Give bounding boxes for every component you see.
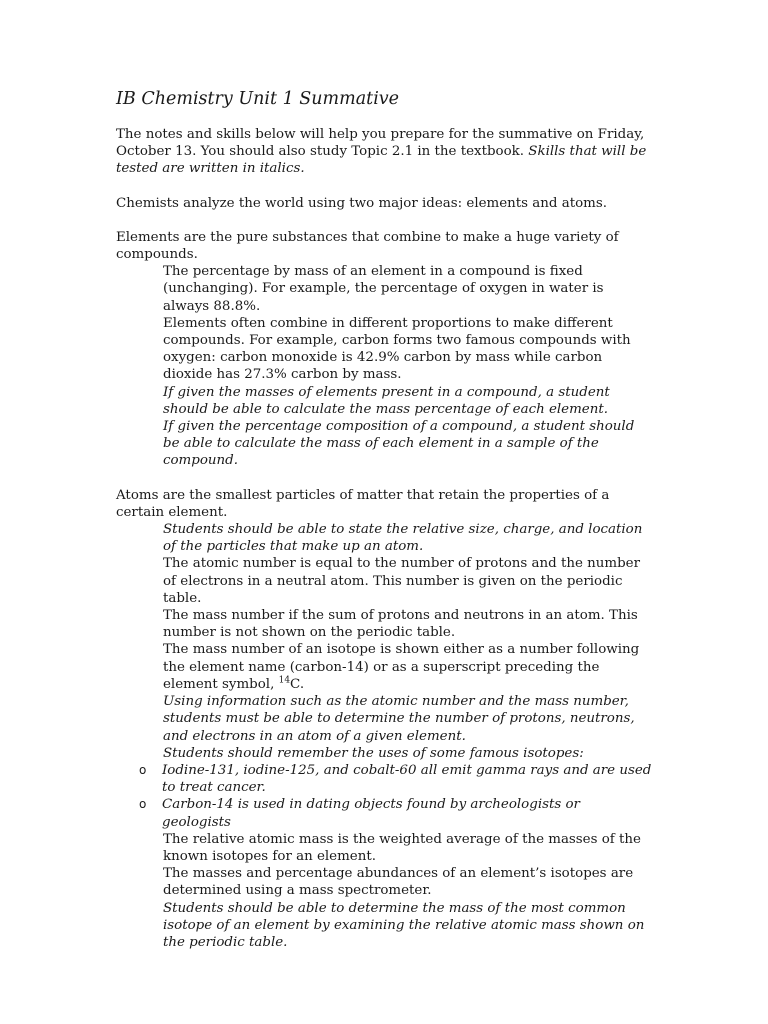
atoms-skill-counting: Using information such as the atomic number and the mass number, students must be able to determine the number of protons, neutrons, and electrons in an atom of a given element. (163, 694, 635, 744)
document-page (116, 88, 652, 951)
elements-skill-2: If given the percentage composition of a compound, a student should be able to calculate the mass of each element in a sample of the compound. (163, 419, 635, 469)
list-item (116, 762, 652, 796)
bullet-text: Carbon-14 is used in dating objects found by archeologists or geologists (162, 797, 580, 830)
bullet-marker: o (139, 797, 147, 812)
overview-paragraph: Chemists analyze the world using two major ideas: elements and atoms. (116, 195, 607, 211)
list-item (116, 796, 652, 830)
intro-text: The notes and skills below will help you prepare for the summative on Friday, October 13. You should also study Topic 2.1 in the textbook. (116, 127, 645, 160)
isotope-uses-list (116, 762, 652, 831)
atoms-skill-particles: Students should be able to state the relative size, charge, and location of the particles that make up an atom. (163, 522, 643, 555)
atoms-skill-common-isotope: Students should be able to determine the mass of the most common isotope of an element by examining the relative atomic mass shown on the periodic table. (163, 900, 645, 950)
elements-skill-1: If given the masses of elements present in a compound, a student should be able to calculate the mass percentage of each element. (163, 384, 610, 417)
atoms-lead: Atoms are the smallest particles of matter that retain the properties of a certain element. (116, 487, 610, 520)
atoms-atomic-number: The atomic number is equal to the number of protons and the number of electrons in a neutral atom. This number is given on the periodic table. (163, 556, 641, 606)
atoms-relative-atomic-mass: The relative atomic mass is the weighted average of the masses of the known isotopes for an element. (163, 831, 641, 864)
atoms-isotope-notation (116, 641, 652, 693)
elements-section (116, 229, 652, 470)
isotope-superscript: 14 (278, 675, 291, 686)
bullet-marker: o (139, 762, 147, 777)
atoms-skill-isotopes: Students should remember the uses of some famous isotopes: (163, 745, 584, 761)
elements-lead: Elements are the pure substances that combine to make a huge variety of compounds. (116, 229, 619, 263)
atoms-mass-number: The mass number if the sum of protons and neutrons in an atom. This number is not shown on the periodic table. (163, 608, 638, 641)
isotope-notation-text: The mass number of an isotope is shown either as a number following the element name (carbon-14) or as a superscript preceding the element symbol, (163, 642, 640, 692)
atoms-section (116, 487, 652, 951)
intro-italic-note: Skills that will be tested are written in italics. (116, 144, 647, 177)
bullet-text: Iodine-131, iodine-125, and cobalt-60 all emit gamma rays and are used to treat cancer. (162, 762, 652, 796)
elements-point-2: Elements often combine in different proportions to make different compounds. For example, carbon forms two famous compounds with oxygen: carbon monoxide is 42.9% carbon by mass while carbon dioxide has 27.3% carbon by mass. (163, 315, 631, 383)
document-title: IB Chemistry Unit 1 Summative (116, 89, 400, 109)
atoms-mass-spectrometer: The masses and percentage abundances of an element’s isotopes are determined using a mass spectrometer. (163, 866, 634, 899)
elements-point-1: The percentage by mass of an element in a compound is fixed (unchanging). For example, the percentage of oxygen in water is always 88.8%. (163, 264, 604, 314)
intro-paragraph (116, 126, 652, 178)
isotope-symbol: C. (290, 676, 305, 692)
